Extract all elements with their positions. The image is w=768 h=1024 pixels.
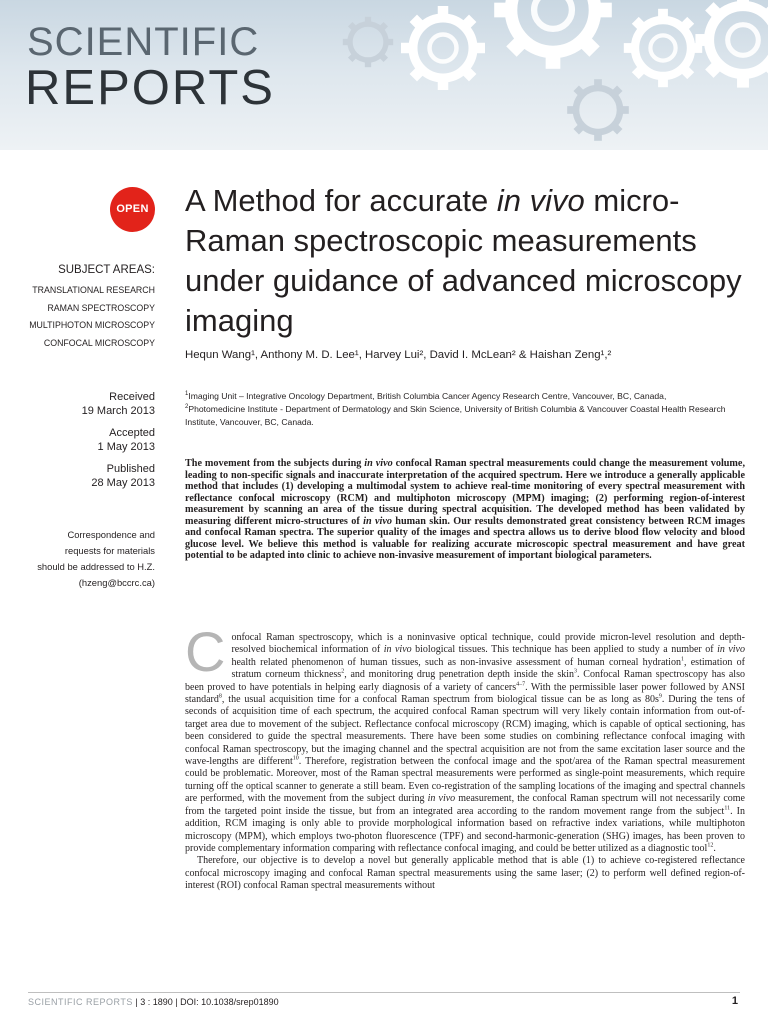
subject-areas-list bbox=[20, 284, 155, 354]
affiliations bbox=[185, 390, 745, 429]
body-paragraph-2: Therefore, our objective is to develop a novel but generally applicable method that is able (1) to achieve co-registered reflectance confocal microscopy imaging and confocal Raman spectral measurements using the same laser; (2) to perform well defined region-of-interest (ROI) confocal Raman spectral measurements without bbox=[185, 855, 745, 892]
affiliation-2: $^2$Photomedicine Institute - Department of Dermatology and Skin Science, University of British Columbia & Vancouver Coastal Health Research Institute, Vancouver, BC, Canada. bbox=[185, 404, 726, 427]
citation: 10 bbox=[292, 755, 299, 762]
citation: 3 bbox=[574, 668, 578, 675]
accepted-label: Accepted bbox=[109, 427, 155, 439]
body-paragraph-1: Confocal Raman spectroscopy, which is a noninvasive optical technique, could provide micron-level resolution and depth-resolved biochemical information of in vivo biological tissues. This technique has been applied to study a number of in vivo health related phenomenon of human tissues, such as non-invasive assessment of human corneal hydration$^1$, estimation of stratum corneum thickness$^2$, and monitoring drug penetration depth inside the skin$^3$. Confocal Raman spectroscopy has also been proved to have potentials in helping early diagnosis of a variety of cancers$^{4-7}$. With the permissible laser power followed by ANSI standard$^8$, the usual acquisition time for a confocal Raman spectrum from biological tissue can be as long as $80s^9$. During the tens of seconds of acquisition time of each spectrum, the acquired confocal Raman spectrum will very likely contain information from out-of-target area due to movement of the subject. Reflectance confocal microscopy (RCM) imaging, which is capable of optical sectioning, has been considered to guide the spectral measurements. There have been some studies on combining reflectance confocal imaging with confocal Raman spectroscopy, but the imaging channel and the spectral acquisition are not from the same excitation laser source and the wave-lengths are different$^{10}$. Therefore, registration between the confocal image and the spot/area of the Raman spectral measurement could be problematic. Moreover, most of the Raman spectral measurements were performed as single-point measurements, which require turning off the optical scanner to generate a still beam. Even co-registration of the sampling locations of the imaging and spectral channels are performed, with the movement from the subject during in vivo measurement, the confocal Raman spectrum will not necessarily come from the targeted point inside the tissue, but from an integrated area according to the random movement range from the subject$^{11}$. In addition, RCM imaging is only able to provide morphological information based on refractive index variations, while multiphoton microscopy (MPM), which employs two-photon fluorescence (TPF) and second-harmonic-generation (SHG) images, has been proven to provide complementary information comparing with reflectance confocal imaging, and could be better utilized as a diagnostic tool$^{12}$. bbox=[185, 620, 746, 854]
body-text bbox=[185, 620, 746, 893]
citation: 1 bbox=[680, 656, 684, 663]
logo-scientific: SCIENTIFIC bbox=[27, 20, 260, 64]
title-text: A Method for accurate bbox=[185, 183, 497, 218]
received-date: 19 March 2013 bbox=[81, 404, 155, 417]
published-date: 28 May 2013 bbox=[91, 476, 155, 489]
article-title bbox=[185, 181, 745, 341]
footer-citation bbox=[28, 997, 279, 1007]
article-dates bbox=[82, 391, 155, 499]
correspondence-note: Correspondence and requests for materials should be addressed to H.Z. (hzeng@bccrc.ca) bbox=[37, 529, 155, 588]
page-number: 1 bbox=[731, 995, 738, 1007]
subject-areas-title: SUBJECT AREAS: bbox=[58, 264, 155, 276]
subject-item[interactable]: TRANSLATIONAL RESEARCH bbox=[32, 285, 155, 295]
title-text-cont: micro-Raman spectroscopic measurements under guidance of advanced microscopy imaging bbox=[185, 183, 742, 338]
subject-item[interactable]: CONFOCAL MICROSCOPY bbox=[43, 337, 155, 348]
footer-brand: SCIENTIFIC REPORTS bbox=[28, 997, 133, 1007]
subject-item[interactable]: RAMAN SPECTROSCOPY bbox=[47, 302, 155, 313]
open-access-badge: OPEN bbox=[110, 187, 155, 232]
subject-item[interactable]: MULTIPHOTON MICROSCOPY bbox=[29, 320, 155, 330]
footer-rule bbox=[28, 992, 740, 993]
journal-header bbox=[0, 0, 768, 150]
citation: 4–7 bbox=[516, 681, 526, 688]
accepted-date: 1 May 2013 bbox=[97, 440, 155, 453]
citation: 11 bbox=[724, 805, 731, 812]
footer-doi: | 3 : 1890 | DOI: 10.1038/srep01890 bbox=[132, 997, 279, 1007]
citation: 9 bbox=[658, 693, 662, 700]
received-label: Received bbox=[109, 391, 155, 403]
citation: 2 bbox=[341, 668, 345, 675]
affiliation-1: $^1$Imaging Unit – Integrative Oncology Department, British Columbia Cancer Agency Research Centre, Vancouver, BC, Canada, bbox=[185, 391, 667, 401]
published-label: Published bbox=[106, 463, 155, 475]
citation: 8 bbox=[218, 693, 222, 700]
author-list: Hequn Wang¹, Anthony M. D. Lee¹, Harvey Lui², David I. McLean² & Haishan Zeng¹,² bbox=[185, 349, 612, 361]
logo-reports: REPORTS bbox=[25, 61, 275, 115]
citation: 12 bbox=[707, 842, 714, 849]
drop-cap: C bbox=[185, 620, 226, 683]
title-italic: in vivo bbox=[496, 183, 585, 218]
abstract: The movement from the subjects during in vivo confocal Raman spectral measurements could change the measurement volume, leading to non-specific signals and inaccurate interpretation of the acquired spectrum. Here we introduce a generally applicable method that includes (1) developing a multimodal system to achieve real-time monitoring of every spectral measurement with reflectance confocal microscopy (RCM) and multiphoton microscopy (MPM) imaging; (2) performing region-of-interest measurement by scanning an area of the tissue during spectral acquisition. The developed method has been validated by measuring different micro-structures of in vivo human skin. Our results demonstrated great consistency between RCM images and confocal Raman spectra. The superior quality of the images and spectra allows us to derive blood flow velocity and blood glucose level. We believe this method is valuable for realizing accurate microscopic spectral measurement and have great potential to be adapted into clinic to achieve non-invasive measurement of important biological parameters. bbox=[185, 458, 746, 561]
gears-icon bbox=[328, 0, 768, 150]
